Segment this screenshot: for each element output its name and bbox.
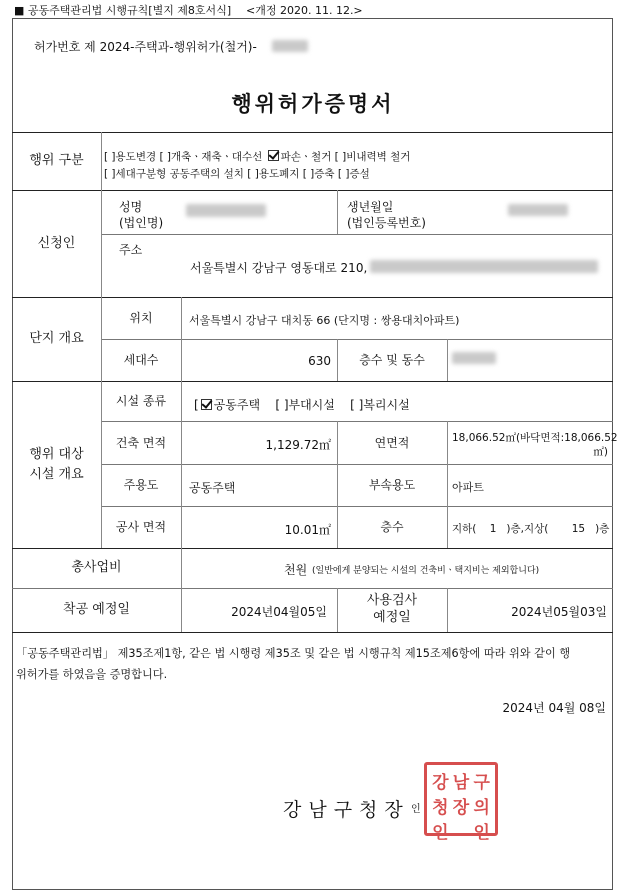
inspection-label-line2: 예정일 xyxy=(373,610,411,625)
sub-use-value: 아파트 xyxy=(452,481,484,494)
redacted-floors-buildings xyxy=(452,352,496,364)
inspection-label-line1: 사용검사 xyxy=(366,593,418,609)
redacted-birth xyxy=(508,204,568,216)
main-use-label: 주용도 xyxy=(123,478,159,492)
total-cost-label: 총사업비 xyxy=(71,560,122,576)
name-label: 성명 xyxy=(119,200,143,214)
issuer-name: 강남구청장 xyxy=(283,799,410,821)
divider xyxy=(12,132,613,133)
permit-number: 허가번호 제 2024-주택과-행위허가(철거)- xyxy=(34,40,257,54)
issue-date: 2024년 04월 08일 xyxy=(502,701,606,715)
inspection-date-value: 2024년05월03일 xyxy=(511,605,607,619)
option-household-split: 세대구분형 공동주택의 설치 xyxy=(115,168,244,180)
seal-char: 인 xyxy=(432,823,449,843)
act-type-label: 행위 구분 xyxy=(29,153,84,169)
floors-label: 층수 xyxy=(380,520,404,534)
address-value: 서울특별시 강남구 영동대로 210, xyxy=(190,261,368,275)
total-cost-note: (일반에게 분양되는 시설의 건축비ㆍ택지비는 제외합니다) xyxy=(312,566,540,576)
document-title: 행위허가증명서 xyxy=(231,92,395,116)
statement-line1: 「공동주택관리법」 제35조제1항, 같은 법 시행령 제35조 및 같은 법 시행규칙 제15조제6항에 따라 위와 같이 행 xyxy=(16,647,571,660)
divider xyxy=(181,297,182,548)
facility-type-label: 시설 종류 xyxy=(115,394,167,408)
redacted-address xyxy=(370,260,598,273)
seal-char: 남 xyxy=(452,773,470,793)
option-reconstruction: 개축ㆍ재축ㆍ대수선 xyxy=(170,151,263,163)
total-floor-area-value: 18,066.52㎡(바닥면적:18,066.52 xyxy=(452,432,618,444)
households-label: 세대수 xyxy=(123,353,159,367)
seal-char: 장 xyxy=(452,798,470,818)
option-auxiliary-facility: 부대시설 xyxy=(288,398,335,412)
total-floor-area-label: 연면적 xyxy=(374,435,410,450)
main-use-value: 공동주택 xyxy=(189,481,236,495)
households-value: 630 xyxy=(308,354,331,368)
birth-label: 생년월일 xyxy=(347,200,394,214)
inspection-date-label xyxy=(337,588,447,632)
location-label: 위치 xyxy=(129,311,153,325)
redacted-name xyxy=(186,204,266,217)
work-area-value: 10.01㎡ xyxy=(284,523,331,537)
building-area-value: 1,129.72㎡ xyxy=(265,438,331,452)
checkmark-icon xyxy=(201,399,212,410)
redacted-permit-suffix xyxy=(272,40,308,52)
work-area-label: 공사 면적 xyxy=(115,520,167,534)
option-welfare-facility: 복리시설 xyxy=(363,398,410,412)
seal-char: 청 xyxy=(432,798,449,818)
start-date-label: 착공 예정일 xyxy=(63,602,130,618)
divider xyxy=(12,632,613,633)
option-extension: 증축 xyxy=(314,168,335,180)
official-seal xyxy=(424,762,498,843)
seal-char: 인 xyxy=(473,823,490,843)
start-date-value: 2024년04월05일 xyxy=(231,605,327,619)
facility-label xyxy=(12,381,101,548)
divider xyxy=(447,339,448,381)
act-type-options-row1: [ ]용도변경 [ ]개축ㆍ재축ㆍ대수선 파손ㆍ철거 [ ]비내력벽 철거 xyxy=(104,151,411,163)
divider xyxy=(337,190,338,234)
divider xyxy=(447,421,448,548)
location-value: 서울특별시 강남구 대치동 66 (단지명 : 쌍용대치아파트) xyxy=(189,314,460,327)
seal-char: 구 xyxy=(473,773,490,793)
form-reference: ■ 공동주택관리법 시행규칙[별지 제8호서식] xyxy=(14,4,232,17)
option-apartment-housing: 공동주택 xyxy=(213,398,261,412)
option-use-change: 용도변경 xyxy=(115,151,157,163)
divider xyxy=(12,190,613,191)
act-type-options-row2: [ ]세대구분형 공동주택의 설치 [ ]용도폐지 [ ]증축 [ ]증설 xyxy=(104,168,370,180)
seal-char: 강 xyxy=(432,773,449,793)
seal-char: 의 xyxy=(473,798,490,818)
floors-buildings-label: 층수 및 동수 xyxy=(359,353,425,367)
statement-line2: 위허가를 하였음을 증명합니다. xyxy=(16,668,168,681)
corp-reg-label: (법인등록번호) xyxy=(347,216,426,230)
divider xyxy=(101,234,613,235)
address-label: 주소 xyxy=(119,243,143,257)
sub-use-label: 부속용도 xyxy=(368,478,416,492)
building-area-label: 건축 면적 xyxy=(115,435,167,450)
option-nonbearing-wall: 비내력벽 철거 xyxy=(346,151,411,163)
facility-label-line2: 시설 개요 xyxy=(29,466,84,482)
checkmark-icon xyxy=(268,150,279,161)
option-use-abolition: 용도폐지 xyxy=(258,168,300,180)
facility-type-options: [ 공동주택 [ ]부대시설 [ ]복리시설 xyxy=(194,398,410,412)
option-addition: 증설 xyxy=(349,168,370,180)
seal-mark: 인 xyxy=(411,804,421,815)
applicant-label: 신청인 xyxy=(37,235,76,251)
total-floor-area-value-cont: ㎡) xyxy=(593,446,608,458)
complex-label: 단지 개요 xyxy=(29,331,84,347)
floors-value: 지하( 1 )층,지상( 15 )층 xyxy=(452,523,610,535)
revision-date: <개정 2020. 11. 12.> xyxy=(246,4,363,17)
total-cost-unit: 천원 xyxy=(284,563,308,577)
corp-name-label: (법인명) xyxy=(119,216,164,230)
facility-label-line1: 행위 대상 xyxy=(29,447,84,462)
option-demolition: 파손ㆍ철거 xyxy=(280,151,332,163)
